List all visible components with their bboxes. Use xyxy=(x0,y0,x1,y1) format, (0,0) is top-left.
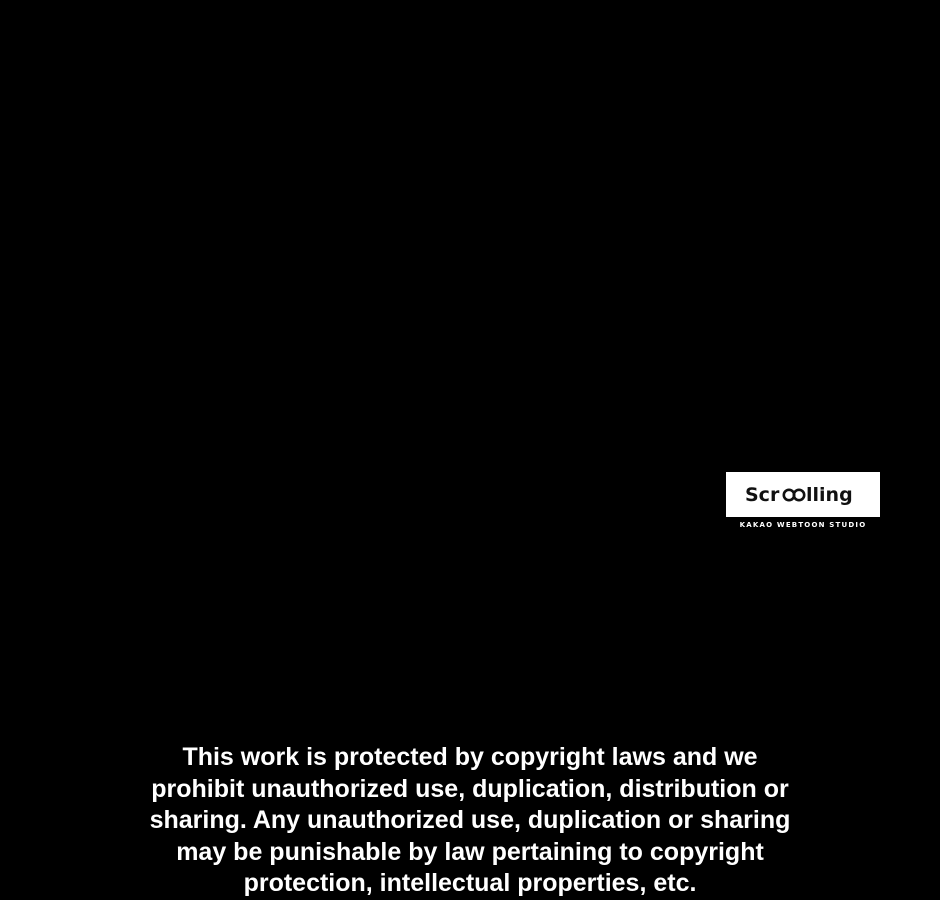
notice-line: may be punishable by law pertaining to copyright xyxy=(176,837,764,866)
notice-line: This work is protected by copyright laws and we xyxy=(182,743,758,771)
svg-text:lling: lling xyxy=(806,483,853,506)
notice-line: prohibit unauthorized use, duplication, distribution or xyxy=(151,774,789,803)
logo-subtitle: KAKAO WEBTOON STUDIO xyxy=(739,521,867,529)
notice-line: protection, intellectual properties, etc. xyxy=(243,869,697,897)
copyright-notice xyxy=(120,742,820,900)
svg-text:Scr: Scr xyxy=(745,483,780,506)
notice-line: sharing. Any unauthorized use, duplication or sharing xyxy=(149,806,791,834)
scroolling-logo xyxy=(726,472,880,517)
